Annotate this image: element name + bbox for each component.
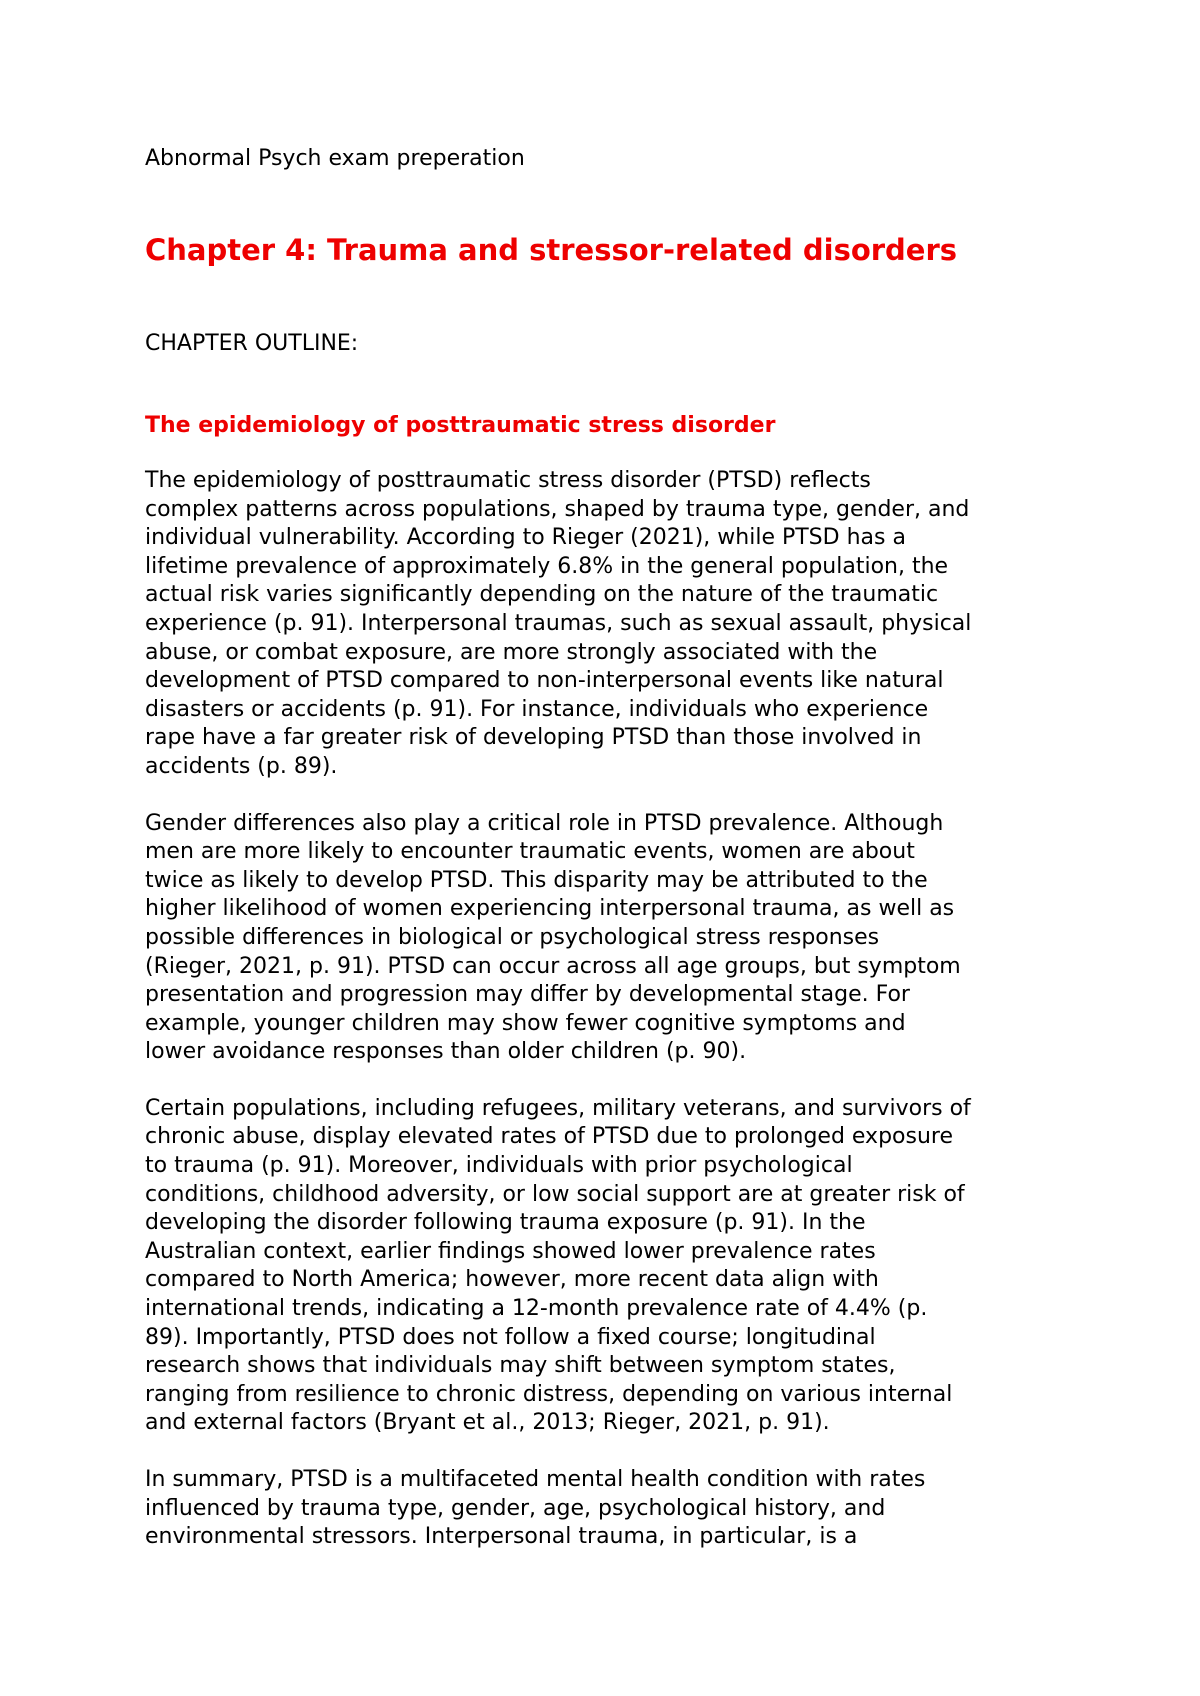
text-line: presentation and progression may differ by developmental stage. For <box>145 982 910 1008</box>
text-line: (Rieger, 2021, p. 91). PTSD can occur across all age groups, but symptom <box>145 953 961 979</box>
text-line: and external factors (Bryant et al., 2013; Rieger, 2021, p. 91). <box>145 1410 830 1436</box>
document-header: Abnormal Psych exam preperation <box>145 146 525 171</box>
paragraph-1 <box>145 467 1065 782</box>
text-line: rape have a far greater risk of developing PTSD than those involved in <box>145 725 922 751</box>
text-line: to trauma (p. 91). Moreover, individuals with prior psychological <box>145 1153 853 1179</box>
text-line: twice as likely to develop PTSD. This disparity may be attributed to the <box>145 867 928 893</box>
paragraph-4 <box>145 1466 1065 1552</box>
body-text <box>145 467 1065 1580</box>
text-line: complex patterns across populations, shaped by trauma type, gender, and <box>145 496 970 522</box>
text-line: 89). Importantly, PTSD does not follow a fixed course; longitudinal <box>145 1324 876 1350</box>
text-line: individual vulnerability. According to Rieger (2021), while PTSD has a <box>145 525 906 551</box>
text-line: research shows that individuals may shift between symptom states, <box>145 1353 896 1379</box>
paragraph-3 <box>145 1095 1065 1438</box>
text-line: disasters or accidents (p. 91). For instance, individuals who experience <box>145 696 929 722</box>
text-line: conditions, childhood adversity, or low social support are at greater risk of <box>145 1181 965 1207</box>
text-line: abuse, or combat exposure, are more strongly associated with the <box>145 639 878 665</box>
section-heading: The epidemiology of posttraumatic stress disorder <box>145 413 776 438</box>
text-line: possible differences in biological or psychological stress responses <box>145 924 880 950</box>
text-line: higher likelihood of women experiencing interpersonal trauma, as well as <box>145 896 955 922</box>
text-line: Australian context, earlier findings showed lower prevalence rates <box>145 1238 876 1264</box>
text-line: chronic abuse, display elevated rates of PTSD due to prolonged exposure <box>145 1124 954 1150</box>
text-line: developing the disorder following trauma exposure (p. 91). In the <box>145 1210 866 1236</box>
paragraph-2 <box>145 810 1065 1067</box>
text-line: Gender differences also play a critical role in PTSD prevalence. Although <box>145 810 944 836</box>
text-line: international trends, indicating a 12-month prevalence rate of 4.4% (p. <box>145 1296 928 1322</box>
text-line: accidents (p. 89). <box>145 753 338 779</box>
chapter-outline-label: CHAPTER OUTLINE: <box>145 331 359 356</box>
text-line: compared to North America; however, more recent data align with <box>145 1267 879 1293</box>
text-line: influenced by trauma type, gender, age, psychological history, and <box>145 1495 886 1521</box>
text-line: environmental stressors. Interpersonal trauma, in particular, is a <box>145 1524 858 1550</box>
text-line: men are more likely to encounter traumatic events, women are about <box>145 839 915 865</box>
chapter-title: Chapter 4: Trauma and stressor-related disorders <box>145 233 958 267</box>
text-line: The epidemiology of posttraumatic stress disorder (PTSD) reflects <box>145 468 871 493</box>
text-line: development of PTSD compared to non-interpersonal events like natural <box>145 668 944 694</box>
text-line: example, younger children may show fewer cognitive symptoms and <box>145 1010 906 1036</box>
text-line: lifetime prevalence of approximately 6.8% in the general population, the <box>145 553 949 579</box>
text-line: experience (p. 91). Interpersonal traumas, such as sexual assault, physical <box>145 610 972 636</box>
text-line: actual risk varies significantly depending on the nature of the traumatic <box>145 582 939 608</box>
text-line: ranging from resilience to chronic distress, depending on various internal <box>145 1381 953 1407</box>
text-line: Certain populations, including refugees, military veterans, and survivors of <box>145 1095 971 1121</box>
text-line: lower avoidance responses than older children (p. 90). <box>145 1039 747 1065</box>
text-line: In summary, PTSD is a multifaceted mental health condition with rates <box>145 1467 926 1492</box>
